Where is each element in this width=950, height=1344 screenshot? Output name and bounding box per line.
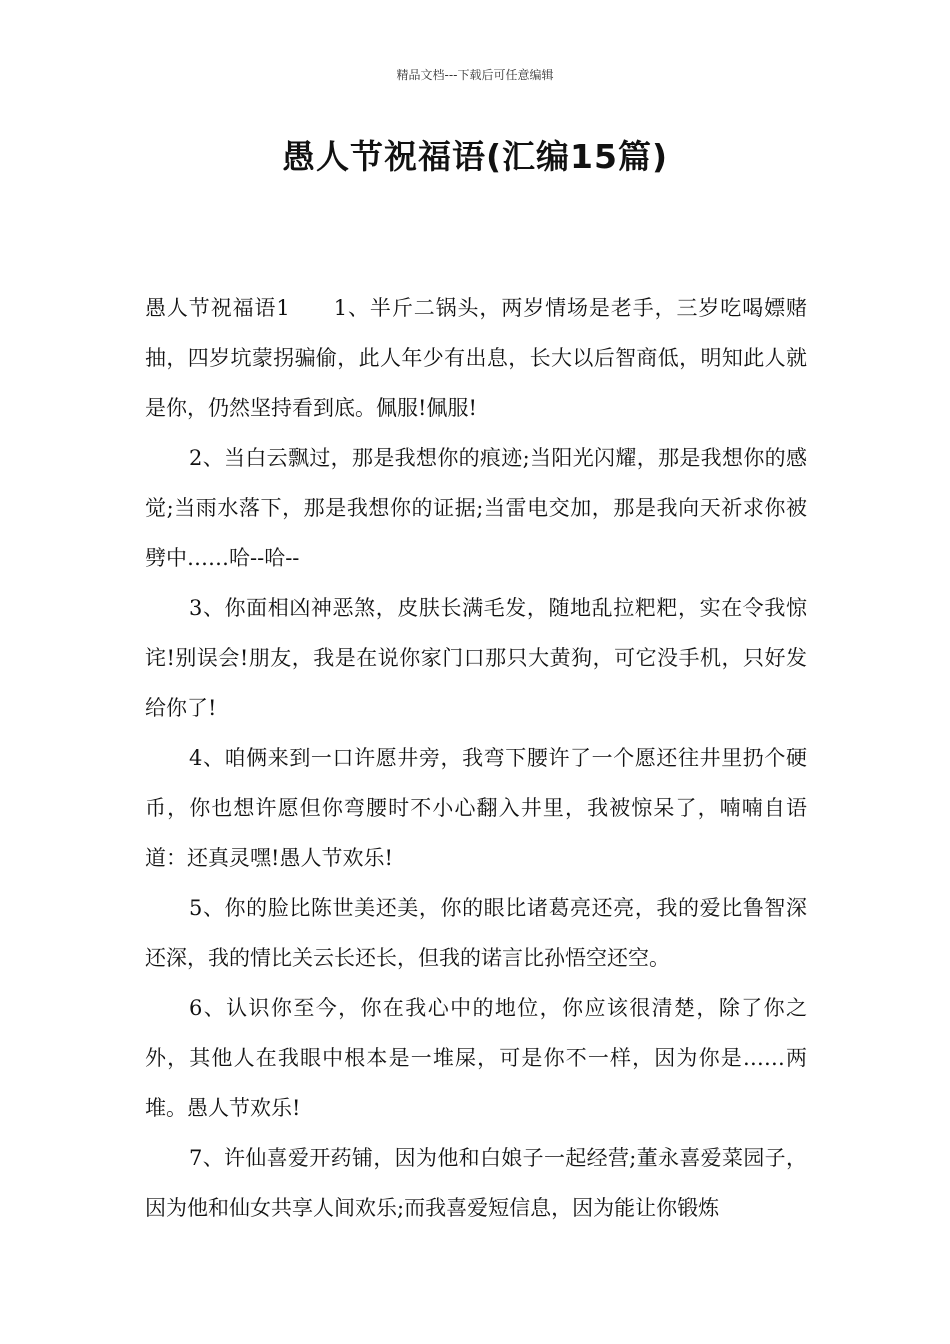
paragraph-1-text: 1、半斤二锅头，两岁情场是老手，三岁吃喝嫖赌抽，四岁坑蒙拐骗偷，此人年少有出息，长大以后智商低，明知此人就是你，仍然坚持看到底。佩服!佩服!: [145, 296, 807, 420]
header-note: 精品文档---下载后可任意编辑: [396, 68, 554, 82]
paragraph-3: 3、你面相凶神恶煞，皮肤长满毛发，随地乱拉粑粑，实在令我惊诧!别误会!朋友，我是在说你家门口那只大黄狗，可它没手机，只好发给你了!: [145, 596, 807, 720]
section-title: 愚人节祝福语1: [145, 296, 290, 320]
document-body: [145, 283, 807, 1233]
paragraph-4: 4、咱俩来到一口许愿井旁，我弯下腰许了一个愿还往井里扔个硬币，你也想许愿但你弯腰时不小心翻入井里，我被惊呆了，喃喃自语道：还真灵嘿!愚人节欢乐!: [145, 746, 807, 870]
paragraph-2: 2、当白云飘过，那是我想你的痕迹;当阳光闪耀，那是我想你的感觉;当雨水落下，那是我想你的证据;当雷电交加，那是我向天祈求你被劈中……哈--哈--: [145, 446, 807, 570]
paragraph-6: 6、认识你至今，你在我心中的地位，你应该很清楚，除了你之外，其他人在我眼中根本是一堆屎，可是你不一样，因为你是……两堆。愚人节欢乐!: [145, 996, 807, 1120]
paragraph-5: 5、你的脸比陈世美还美，你的眼比诸葛亮还亮，我的爱比鲁智深还深，我的情比关云长还长，但我的诺言比孙悟空还空。: [145, 896, 807, 970]
document-title: 愚人节祝福语(汇编15篇): [281, 137, 669, 176]
paragraph-1: [145, 283, 807, 433]
paragraph-7: 7、许仙喜爱开药铺，因为他和白娘子一起经营;董永喜爱菜园子，因为他和仙女共享人间欢乐;而我喜爱短信息，因为能让你锻炼: [145, 1146, 807, 1220]
